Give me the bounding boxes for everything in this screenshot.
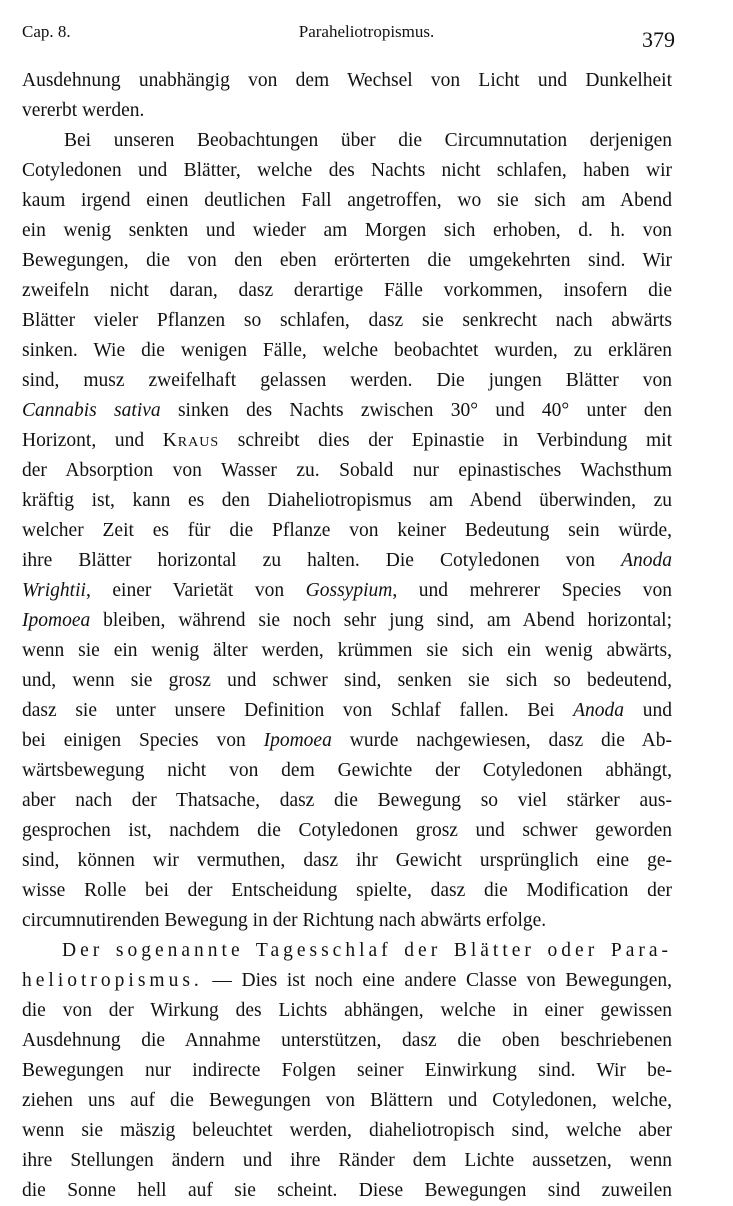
text-line: [22, 1026, 672, 1056]
text-run: ein wenig senkten und wieder am Morgen sich erhoben, d. h. von: [22, 220, 672, 241]
text-run: welcher Zeit es für die Pflanze von keiner Bedeutung sein würde,: [22, 520, 672, 541]
spaced-heading: heliotropismus.: [22, 970, 203, 991]
italic-term: Cannabis sativa: [22, 400, 161, 421]
running-title: Paraheliotropismus.: [298, 22, 435, 41]
text-run: sind, musz zweifelhaft gelassen werden. Die jungen Blätter von: [22, 370, 672, 391]
text-run: vererbt werden.: [22, 100, 145, 121]
italic-term: Ipomoea: [22, 610, 91, 631]
text-run: Ausdehnung unabhängig von dem Wechsel von Licht und Dunkelheit: [22, 70, 672, 91]
text-run: aber nach der Thatsache, dasz die Bewegung so viel stärker aus-: [22, 790, 672, 811]
text-run: und: [624, 700, 672, 721]
text-line: [22, 546, 672, 576]
text-line: [22, 456, 672, 486]
italic-term: Wrightii: [22, 580, 86, 601]
text-line: [22, 576, 672, 606]
text-run: wurde nachgewiesen, dasz die Ab-: [331, 730, 672, 751]
text-run: dasz sie unter unsere Definition von Schlaf fallen. Bei: [22, 700, 574, 721]
text-run: — Dies ist noch eine andere Classe von Bewegungen,: [202, 970, 672, 991]
text-run: die von der Wirkung des Lichts abhängen, welche in einer gewissen: [22, 1000, 672, 1021]
text-line: [22, 66, 672, 96]
page-number: 379: [642, 27, 675, 52]
text-line: [22, 1176, 672, 1206]
text-line: [22, 156, 672, 186]
text-run: Bewegungen nur indirecte Folgen seiner Einwirkung sind. Wir be-: [22, 1060, 672, 1081]
text-run: bleiben, während sie noch sehr jung sind, am Abend horizontal;: [90, 610, 672, 631]
text-run: Bei unseren Beobachtungen über die Circumnutation derjenigen: [64, 130, 672, 151]
text-line: [22, 96, 672, 126]
text-run: sind, können wir vermuthen, dasz ihr Gewicht ursprünglich eine ge-: [22, 850, 672, 871]
text-line: [22, 636, 672, 666]
author-name: Kraus: [162, 430, 220, 451]
text-run: und, wenn sie grosz und schwer sind, senken sie sich so bedeutend,: [22, 670, 672, 691]
text-line: [22, 486, 672, 516]
text-line: [22, 816, 672, 846]
text-run: wärtsbewegung nicht von dem Gewichte der Cotyledonen abhängt,: [22, 760, 672, 781]
text-run: circumnutirenden Bewegung in der Richtung nach abwärts erfolge.: [22, 910, 547, 931]
text-line: [22, 906, 672, 936]
text-line: [22, 216, 672, 246]
text-line: [22, 726, 672, 756]
text-run: wenn sie mäszig beleuchtet werden, diaheliotropisch sind, welche aber: [22, 1120, 672, 1141]
text-run: zweifeln nicht daran, dasz derartige Fälle vorkommen, insofern die: [22, 280, 672, 301]
text-line: [22, 396, 672, 426]
text-run: ihre Blätter horizontal zu halten. Die Cotyledonen von: [22, 550, 622, 571]
text-run: Bewegungen, die von den eben erörterten die umgekehrten sind. Wir: [22, 250, 672, 271]
text-run: Horizont, und: [22, 430, 163, 451]
text-line: [22, 1086, 672, 1116]
text-run: sinken. Wie die wenigen Fälle, welche beobachtet wurden, zu erklären: [22, 340, 672, 361]
text-run: gesprochen ist, nachdem die Cotyledonen grosz und schwer geworden: [22, 820, 672, 841]
text-line: [22, 666, 672, 696]
italic-term: Gossypium: [305, 580, 393, 601]
spaced-heading: Der sogenannte Tagesschlaf der Blätter oder Para-: [62, 940, 672, 961]
text-line: [22, 786, 672, 816]
text-line: [22, 336, 672, 366]
text-run: Blätter vieler Pflanzen so schlafen, dasz sie senkrecht nach abwärts: [22, 310, 672, 331]
text-run: bei einigen Species von: [22, 730, 264, 751]
text-line: [22, 1146, 672, 1176]
text-run: ihre Stellungen ändern und ihre Ränder dem Lichte aussetzen, wenn: [22, 1150, 672, 1171]
body-text: [22, 66, 672, 1206]
text-line: [22, 246, 672, 276]
text-line: [22, 426, 672, 456]
text-line: [22, 966, 672, 996]
chapter-label: Cap. 8.: [22, 22, 71, 41]
text-run: schreibt dies der Epinastie in Verbindung mit: [219, 430, 672, 451]
text-line: [22, 756, 672, 786]
text-run: wisse Rolle bei der Entscheidung spielte, dasz die Modification der: [22, 880, 672, 901]
text-line: [22, 1056, 672, 1086]
italic-term: Anoda: [621, 550, 672, 571]
text-run: Ausdehnung die Annahme unterstützen, dasz die oben beschriebenen: [22, 1030, 672, 1051]
text-run: kräftig ist, kann es den Diaheliotropismus am Abend überwinden, zu: [22, 490, 672, 511]
text-run: sinken des Nachts zwischen 30° und 40° unter den: [160, 400, 672, 421]
text-run: ziehen uns auf die Bewegungen von Blättern und Cotyledonen, welche,: [22, 1090, 672, 1111]
text-line: [22, 1116, 672, 1146]
text-line: [22, 126, 672, 156]
text-run: Cotyledonen und Blätter, welche des Nachts nicht schlafen, haben wir: [22, 160, 672, 181]
text-line: [22, 276, 672, 306]
text-line: [22, 696, 672, 726]
text-line: [22, 516, 672, 546]
text-line: [22, 306, 672, 336]
text-line: [22, 936, 672, 966]
italic-term: Anoda: [573, 700, 625, 721]
text-run: wenn sie ein wenig älter werden, krümmen sie sich ein wenig abwärts,: [22, 640, 672, 661]
text-line: [22, 606, 672, 636]
text-run: die Sonne hell auf sie scheint. Diese Bewegungen sind zuweilen: [22, 1180, 672, 1201]
text-run: kaum irgend einen deutlichen Fall angetroffen, wo sie sich am Abend: [22, 190, 672, 211]
text-line: [22, 846, 672, 876]
text-run: der Absorption von Wasser zu. Sobald nur epinastisches Wachsthum: [22, 460, 672, 481]
text-line: [22, 366, 672, 396]
text-line: [22, 996, 672, 1026]
italic-term: Ipomoea: [263, 730, 332, 751]
text-run: , und mehrerer Species von: [392, 580, 672, 601]
text-run: , einer Varietät von: [85, 580, 306, 601]
text-line: [22, 186, 672, 216]
text-line: [22, 876, 672, 906]
